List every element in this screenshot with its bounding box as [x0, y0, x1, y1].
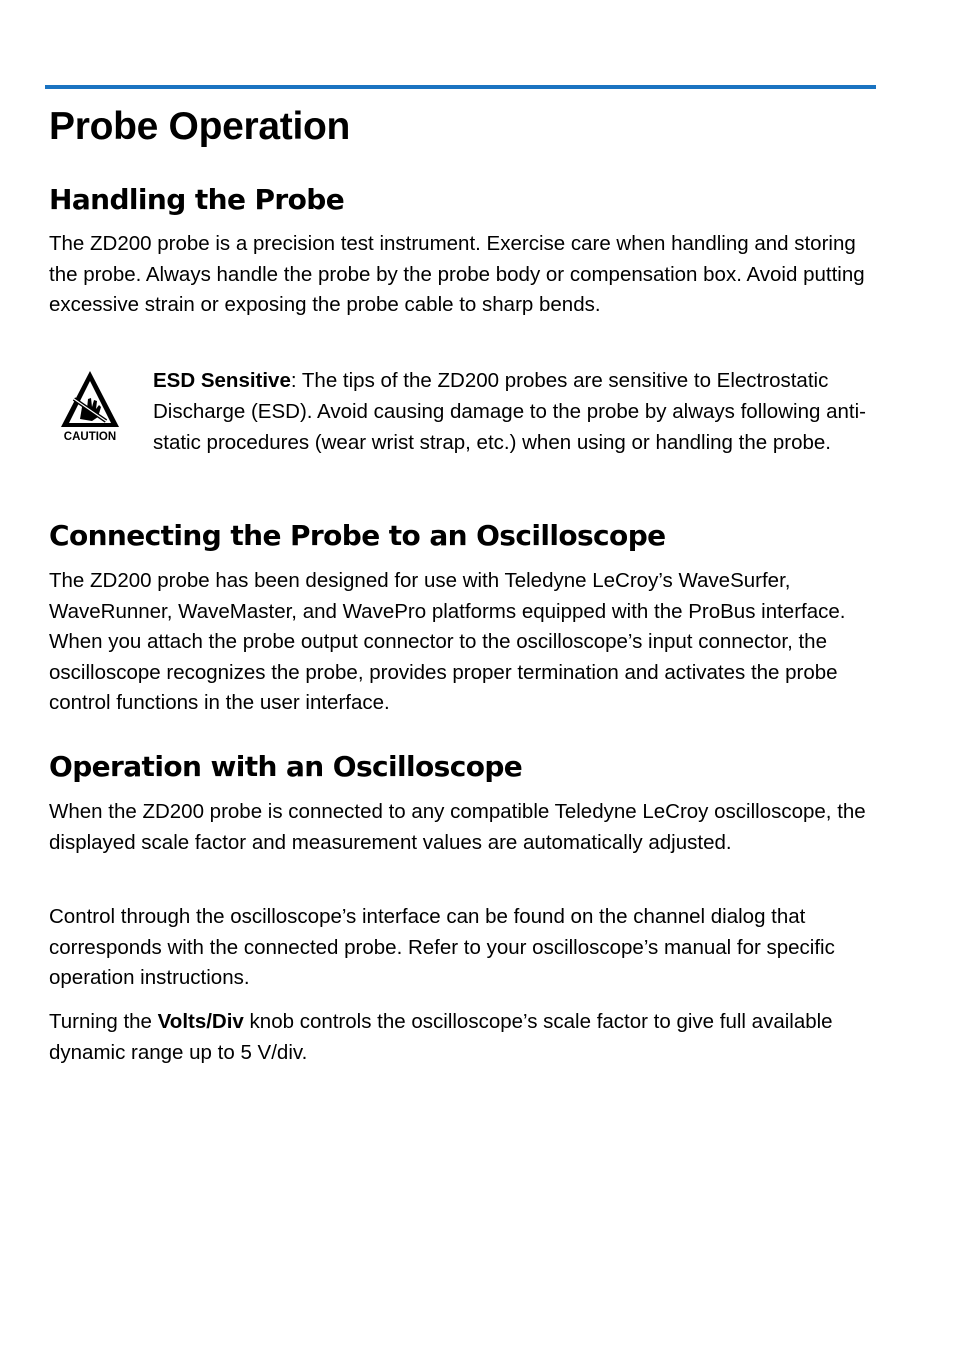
handling-paragraph: The ZD200 probe is a precision test instrument. Exercise care when handling and storing the probe. Always handle the probe by the probe body or compensation box. Avoid putting excessive strain or exposing the probe cable to sharp bends. [49, 232, 865, 316]
operation-paragraph-3-prefix: Turning the [49, 1010, 158, 1033]
operation-paragraph-1: When the ZD200 probe is connected to any compatible Teledyne LeCroy oscilloscope, the displayed scale factor and measurement values are automatically adjusted. [49, 800, 866, 854]
header-rule [45, 85, 876, 89]
esd-note-label: ESD Sensitive [153, 369, 291, 392]
operation-paragraph-3-suffix: knob controls the oscilloscope’s scale factor to give full available dynamic range up to 5 V/div. [49, 1010, 833, 1064]
connecting-paragraph: The ZD200 probe has been designed for use with Teledyne LeCroy’s WaveSurfer, WaveRunner, WaveMaster, and WavePro platforms equipped with the ProBus interface. When you attach the probe output connector to the oscilloscope’s input connector, the oscilloscope recognizes the probe, provides proper termination and activates the probe control functions in the user interface. [49, 569, 846, 714]
esd-caution-icon [58, 369, 122, 445]
esd-note [153, 365, 873, 458]
esd-caution-icon-label: CAUTION [63, 431, 117, 443]
esd-note-body: : The tips of the ZD200 probes are sensitive to Electrostatic Discharge (ESD). Avoid causing damage to the probe by always following anti-static procedures (wear wrist strap, etc.) when using or handling the probe. [153, 369, 866, 454]
section-heading-operation: Operation with an Oscilloscope [49, 750, 523, 783]
operation-paragraph-2: Control through the oscilloscope’s interface can be found on the channel dialog that corresponds with the connected probe. Refer to your oscilloscope’s manual for specific operation instructions. [49, 905, 835, 989]
section-heading-handling: Handling the Probe [49, 183, 345, 216]
volts-div-label: Volts/Div [157, 1010, 244, 1033]
section-heading-connecting: Connecting the Probe to an Oscilloscope [49, 519, 666, 552]
operation-paragraph-3 [49, 1007, 875, 1068]
page-title: Probe Operation [49, 105, 351, 148]
